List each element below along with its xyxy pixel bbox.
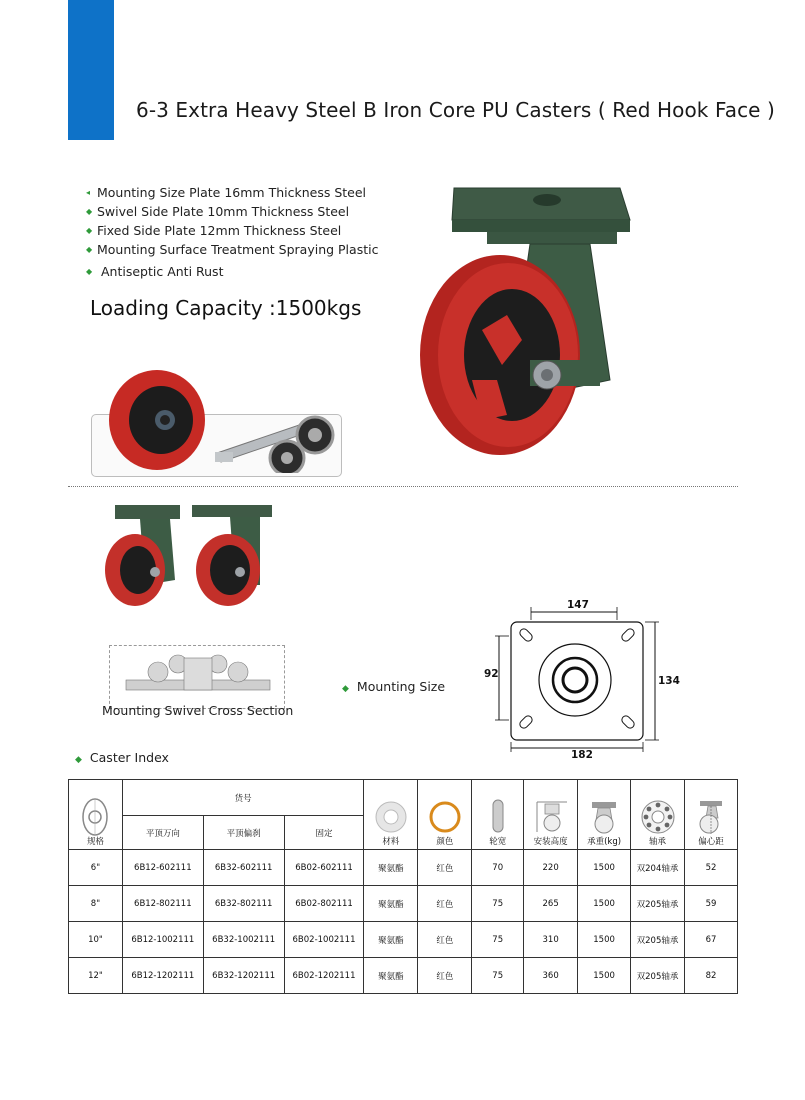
header-width: 轮宽 <box>472 780 524 850</box>
feature-item: ◆ Mounting Surface Treatment Spraying Plastic <box>86 242 379 257</box>
header-swivel-brake: 平顶偏刹 <box>203 816 284 850</box>
bullet-icon: ◆ <box>86 207 93 216</box>
cross-section-image <box>118 650 278 695</box>
header-color: 颜色 <box>418 780 472 850</box>
caster-index-label: ◆ Caster Index <box>75 750 169 765</box>
bullet-icon: ◆ <box>75 755 82 765</box>
header-fixed: 固定 <box>284 816 364 850</box>
cross-section-label: Mounting Swivel Cross Section <box>102 703 294 718</box>
table-row: 8" 6B12-802111 6B32-802111 6B02-802111 聚氨酯 红色 75 265 1500 双205轴承 59 <box>69 886 738 922</box>
table-row: 10" 6B12-1002111 6B32-1002111 6B02-1002111 聚氨酯 红色 75 310 1500 双205轴承 67 <box>69 922 738 958</box>
dim-top: 147 <box>567 599 589 611</box>
spec-table <box>68 779 738 994</box>
feature-list <box>86 183 378 281</box>
header-size: 规格 <box>69 780 123 850</box>
header-load: 承重(kg) <box>578 780 631 850</box>
wheel-parts-image <box>105 368 337 473</box>
page-title: 6-3 Extra Heavy Steel B Iron Core PU Casters ( Red Hook Face ) <box>136 98 775 122</box>
feature-item: ◆ Swivel Side Plate 10mm Thickness Steel <box>86 204 350 219</box>
caster-pair-image <box>100 500 275 610</box>
caster-swivel-image <box>412 180 632 465</box>
color-icon <box>428 800 462 834</box>
header-swivel: 平顶万向 <box>122 816 203 850</box>
accent-bar <box>68 0 114 140</box>
mounting-height-icon <box>531 798 571 836</box>
table-row: 12" 6B12-1202111 6B32-1202111 6B02-1202111 聚氨酯 红色 75 360 1500 双205轴承 82 <box>69 958 738 994</box>
header-height: 安装高度 <box>524 780 578 850</box>
header-bearing: 轴承 <box>631 780 685 850</box>
header-part-number: 货号 <box>122 780 364 816</box>
bullet-icon: ◆ <box>342 684 349 694</box>
header-offset: 偏心距 <box>684 780 737 850</box>
offset-icon <box>692 798 730 836</box>
bullet-icon: ◆ <box>86 226 93 235</box>
dim-bottom: 182 <box>571 749 593 761</box>
feature-item: ◆ Fixed Side Plate 12mm Thickness Steel <box>86 223 342 238</box>
divider <box>68 486 738 487</box>
wheel-width-icon <box>488 798 508 836</box>
load-capacity-icon <box>584 798 624 836</box>
bearing-icon <box>639 798 677 836</box>
loading-capacity: Loading Capacity :1500kgs <box>90 296 362 320</box>
header-material: 材料 <box>364 780 418 850</box>
material-icon <box>374 800 408 834</box>
dim-right: 134 <box>658 675 680 687</box>
bullet-icon: ◂ <box>86 188 91 197</box>
feature-item: ◆ Antiseptic Anti Rust <box>86 264 224 279</box>
feature-item: ◂ Mounting Size Plate 16mm Thickness Steel <box>86 185 367 200</box>
table-row: 6" 6B12-602111 6B32-602111 6B02-602111 聚氨酯 红色 70 220 1500 双204轴承 52 <box>69 850 738 886</box>
mounting-size-label: ◆ Mounting Size <box>342 679 446 694</box>
wheel-size-icon <box>80 797 110 837</box>
bullet-icon: ◆ <box>86 245 93 254</box>
dim-left: 92 <box>484 668 499 680</box>
bullet-icon: ◆ <box>86 267 93 276</box>
